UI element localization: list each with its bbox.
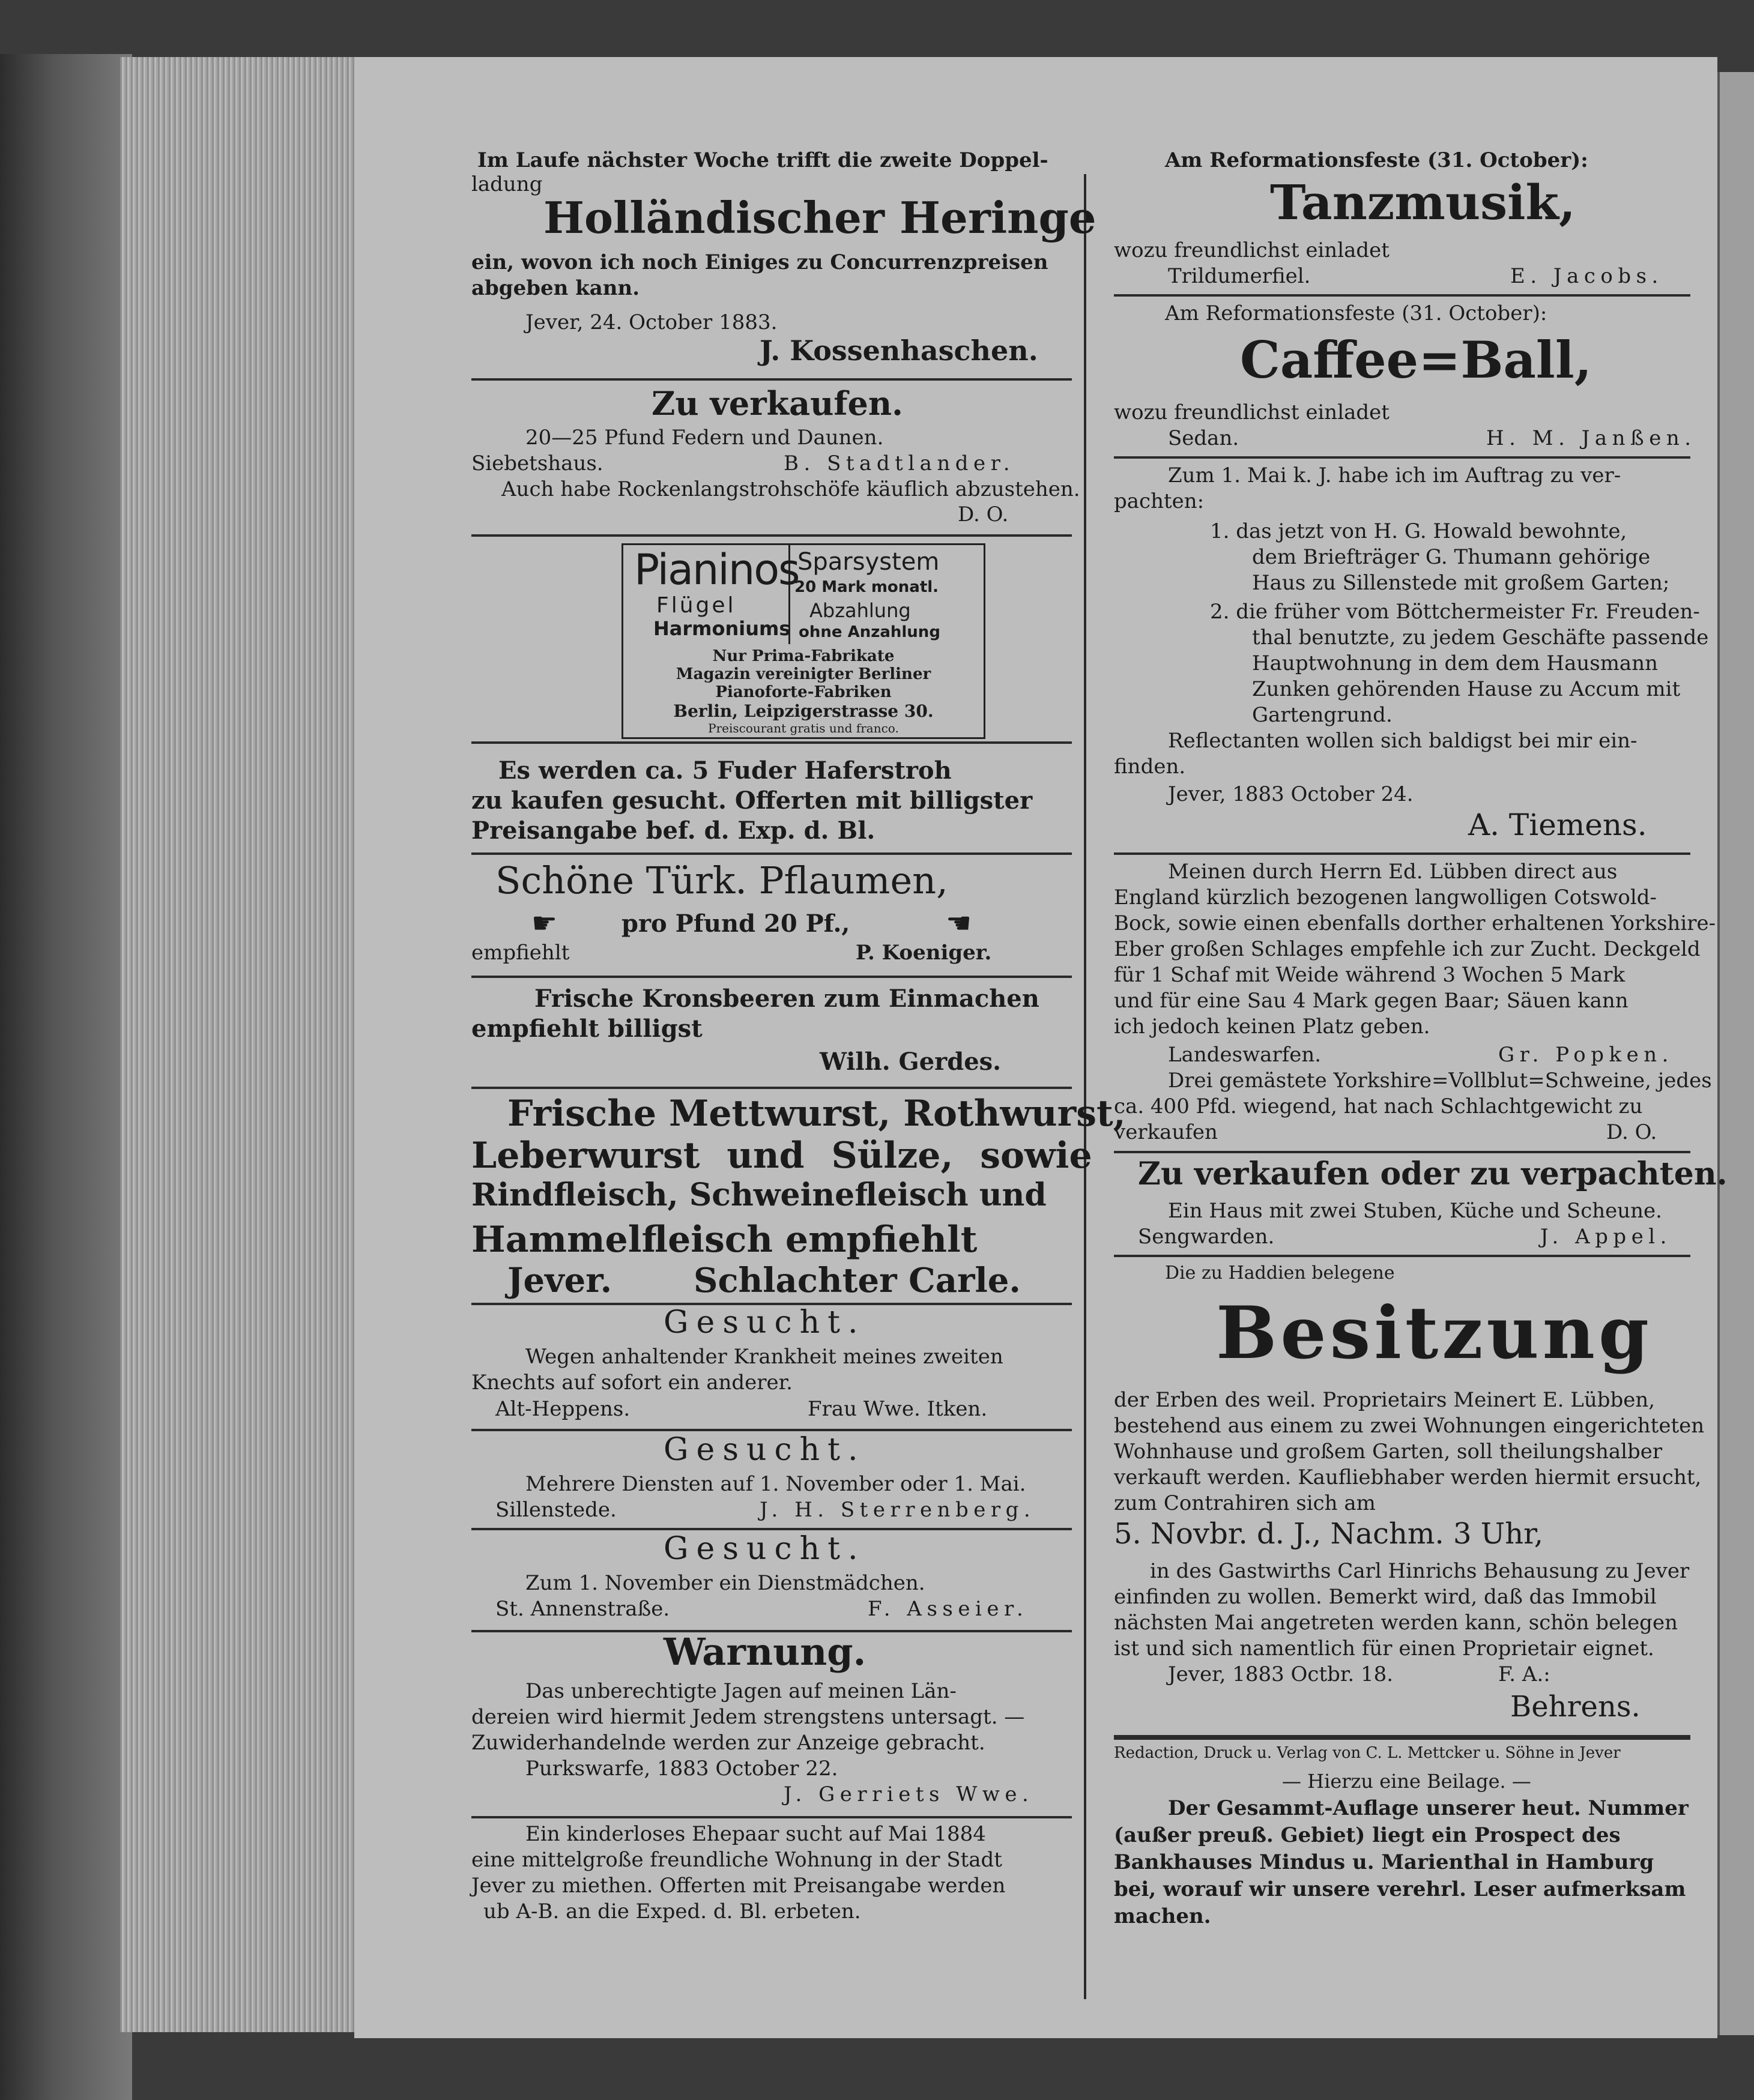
- signature: Wilh. Gerdes.: [820, 1048, 1002, 1076]
- signature: Gr. Popken.: [1498, 1043, 1674, 1067]
- text-line: ein, wovon ich noch Einiges zu Concurrenzpreisen: [471, 250, 1048, 274]
- text-line: 20—25 Pfund Federn und Daunen.: [525, 426, 884, 450]
- text-line: Drei gemästete Yorkshire=Vollblut=Schweine, jedes: [1168, 1069, 1712, 1093]
- signature: F. Asseier.: [868, 1597, 1029, 1621]
- ad-title: Warnung.: [664, 1630, 866, 1674]
- piano-fluegel: Flügel: [656, 593, 736, 618]
- text-line: eine mittelgroße freundliche Wohnung in der Stadt: [471, 1848, 1002, 1872]
- text-line: Wohnhause und großem Garten, soll theilungshalber: [1114, 1440, 1663, 1464]
- piano-line: Pianoforte-Fabriken: [715, 683, 892, 701]
- text-line: Knechts auf sofort ein anderer.: [471, 1371, 793, 1395]
- place: Siebetshaus.: [471, 451, 603, 475]
- text-line: (außer preuß. Gebiet) liegt ein Prospect des: [1114, 1823, 1621, 1847]
- ad-title: Gesucht.: [664, 1531, 866, 1567]
- place: Jever.: [507, 1261, 612, 1300]
- text-line: dereien wird hiermit Jedem strengstens untersagt. —: [471, 1705, 1025, 1729]
- text-line: nächsten Mai angetreten werden kann, schön belegen: [1114, 1611, 1678, 1635]
- text-line: Zuwiderhandelnde werden zur Anzeige gebracht.: [471, 1731, 985, 1755]
- text-line: empfiehlt billigst: [471, 1015, 703, 1043]
- piano-left-box: [623, 545, 799, 644]
- signature: Frau Wwe. Itken.: [808, 1397, 988, 1421]
- text-line: Der Gesammt-Auflage unserer heut. Nummer: [1168, 1796, 1689, 1820]
- rule: [1114, 1151, 1690, 1153]
- piano-line: Magazin vereinigter Berliner: [676, 665, 931, 683]
- signature: P. Koeniger.: [856, 941, 992, 965]
- next-page-edge: [1717, 72, 1754, 2035]
- text-line: F. A.:: [1498, 1662, 1550, 1686]
- list-item: Haus zu Sillenstede mit großem Garten;: [1252, 571, 1670, 595]
- text-line: Das unberechtigte Jagen auf meinen Län-: [525, 1679, 957, 1703]
- text-line: Die zu Haddien belegene: [1165, 1263, 1395, 1284]
- place: Trildumerfiel.: [1168, 264, 1311, 288]
- text-line: Reflectanten wollen sich baldigst bei mir ein-: [1168, 729, 1638, 753]
- rule: [471, 378, 1072, 381]
- text-line: Ein Haus mit zwei Stuben, Küche und Scheune.: [1168, 1199, 1662, 1223]
- ad-title: Tanzmusik,: [1270, 174, 1576, 231]
- signature: J. Kossenhaschen.: [760, 334, 1038, 367]
- double-rule: [1114, 1735, 1690, 1740]
- text-line: und für eine Sau 4 Mark gegen Baar; Säuen kann: [1114, 989, 1628, 1013]
- text-line: Zum 1. November ein Dienstmädchen.: [525, 1571, 925, 1595]
- date-line: 5. Novbr. d. J., Nachm. 3 Uhr,: [1114, 1517, 1544, 1551]
- list-item: Hauptwohnung in dem dem Hausmann: [1252, 651, 1658, 675]
- text-line: Mehrere Diensten auf 1. November oder 1. Mai.: [525, 1472, 1026, 1496]
- date-line: Jever, 1883 Octbr. 18.: [1168, 1662, 1394, 1686]
- text-line: Zum 1. Mai k. J. habe ich im Auftrag zu ver-: [1168, 463, 1621, 487]
- text-line: Hammelfleisch empfiehlt: [471, 1219, 978, 1261]
- book-gutter: [0, 54, 132, 2100]
- signature: Behrens.: [1510, 1690, 1641, 1724]
- text-line: Bock, sowie einen ebenfalls dorther erhaltenen Yorkshire-: [1114, 911, 1716, 935]
- text-line: in des Gastwirths Carl Hinrichs Behausung zu Jever: [1150, 1559, 1690, 1583]
- piano-line: Berlin, Leipzigerstrasse 30.: [673, 701, 934, 721]
- ad-pianos: [621, 543, 985, 739]
- text-line: Frische Mettwurst, Rothwurst,: [507, 1093, 1126, 1135]
- piano-harmoniums: Harmoniums: [653, 617, 791, 640]
- text-line: Auch habe Rockenlangstrohschöfe käuflich abzustehen.: [501, 477, 1080, 501]
- place: Sedan.: [1168, 426, 1239, 450]
- text-line: Preisangabe bef. d. Exp. d. Bl.: [471, 816, 875, 845]
- page-edges: [120, 57, 360, 2032]
- text-line: Eber großen Schlages empfehle ich zur Zucht. Deckgeld: [1114, 937, 1701, 961]
- rule: [471, 534, 1072, 537]
- rule: [1114, 1255, 1690, 1257]
- text-line: zum Contrahiren sich am: [1114, 1491, 1376, 1515]
- place: Sengwarden.: [1138, 1225, 1275, 1249]
- signature: D. O.: [1606, 1120, 1657, 1144]
- list-item: 2. die früher vom Böttchermeister Fr. Freuden-: [1210, 600, 1700, 624]
- piano-line: Preiscourant gratis und franco.: [708, 721, 899, 735]
- list-item: 1. das jetzt von H. G. Howald bewohnte,: [1210, 519, 1627, 543]
- text-line: bestehend aus einem zu zwei Wohnungen eingerichteten: [1114, 1414, 1705, 1438]
- piano-title: Pianinos: [634, 545, 799, 594]
- price: pro Pfund 20 Pf.,: [621, 910, 850, 938]
- signature: B. Stadtlander.: [784, 451, 1015, 475]
- rule: [1114, 852, 1690, 855]
- list-item: Gartengrund.: [1252, 703, 1393, 727]
- newspaper-page: [354, 57, 1728, 2038]
- signature: E. Jacobs.: [1510, 264, 1663, 288]
- ad-title: Besitzung: [1216, 1291, 1653, 1375]
- date-line: Purkswarfe, 1883 October 22.: [525, 1757, 838, 1781]
- ad-title: Gesucht.: [664, 1432, 866, 1468]
- list-item: thal benutzte, zu jedem Geschäfte passende: [1252, 626, 1709, 650]
- imprint: Redaction, Druck u. Verlag von C. L. Mettcker u. Söhne in Jever: [1114, 1744, 1621, 1762]
- column-divider: [1084, 174, 1086, 1999]
- rule: [1114, 456, 1690, 459]
- text-line: wozu freundlichst einladet: [1114, 400, 1390, 424]
- piano-ohne: ohne Anzahlung: [799, 623, 940, 641]
- text-line: Es werden ca. 5 Fuder Haferstroh: [498, 756, 952, 785]
- text-line: Frische Kronsbeeren zum Einmachen: [534, 985, 1039, 1013]
- pointing-hand-right-icon: ☛: [531, 907, 558, 940]
- ad-title: Schöne Türk. Pflaumen,: [495, 858, 948, 902]
- signature: Schlachter Carle.: [694, 1261, 1021, 1300]
- piano-abzahlung: Abzahlung: [809, 599, 911, 622]
- text-line: Leberwurst und Sülze, sowie: [471, 1135, 1092, 1177]
- rule: [471, 976, 1072, 978]
- ad-title: Caffee=Ball,: [1240, 330, 1592, 390]
- place: St. Annenstraße.: [495, 1597, 670, 1621]
- text-line: abgeben kann.: [471, 276, 640, 300]
- text-line: wozu freundlichst einladet: [1114, 238, 1390, 262]
- piano-spar: Sparsystem: [797, 548, 940, 576]
- text-line: verkauft werden. Kaufliebhaber werden hiermit ersucht,: [1114, 1465, 1702, 1489]
- list-item: dem Briefträger G. Thumann gehörige: [1252, 545, 1651, 569]
- rule: [471, 1087, 1072, 1089]
- signature: J. H. Sterrenberg.: [760, 1498, 1036, 1522]
- text-line: der Erben des weil. Proprietairs Meinert E. Lübben,: [1114, 1388, 1656, 1412]
- ad-title: Holländischer Heringe: [543, 192, 1096, 243]
- text-line: ladung: [471, 172, 543, 196]
- text-line: Ein kinderloses Ehepaar sucht auf Mai 1884: [525, 1822, 986, 1846]
- text-line: England kürzlich bezogenen langwolligen Cotswold-: [1114, 886, 1657, 910]
- signature: D. O.: [958, 502, 1009, 527]
- signature: J. Appel.: [1540, 1225, 1672, 1249]
- date-line: Jever, 1883 October 24.: [1168, 782, 1414, 806]
- signature: J. Gerriets Wwe.: [784, 1782, 1034, 1806]
- rule: [471, 741, 1072, 744]
- text-line: Bankhauses Mindus u. Marienthal in Hamburg: [1114, 1850, 1654, 1874]
- rule: [471, 852, 1072, 855]
- rule: [471, 1528, 1072, 1530]
- list-item: Zunken gehörenden Hause zu Accum mit: [1252, 677, 1681, 701]
- text-line: Jever zu miethen. Offerten mit Preisangabe werden: [471, 1874, 1006, 1898]
- text-line: — Hierzu eine Beilage. —: [1282, 1770, 1531, 1793]
- text-line: bei, worauf wir unsere verehrl. Leser aufmerksam: [1114, 1877, 1686, 1901]
- text-line: empfiehlt: [471, 941, 570, 965]
- ad-title: Zu verkaufen.: [652, 384, 903, 423]
- text-line: Im Laufe nächster Woche trifft die zweite Doppel-: [477, 148, 1048, 172]
- piano-line: Nur Prima-Fabrikate: [712, 647, 895, 665]
- text-line: zu kaufen gesucht. Offerten mit billigster: [471, 786, 1033, 815]
- text-line: verkaufen: [1114, 1120, 1218, 1144]
- text-line: machen.: [1114, 1904, 1211, 1928]
- date-line: Jever, 24. October 1883.: [525, 310, 778, 334]
- pointing-hand-left-icon: ☚: [946, 907, 972, 940]
- place: Landeswarfen.: [1168, 1043, 1322, 1067]
- text-line: ub A-B. an die Exped. d. Bl. erbeten.: [483, 1899, 861, 1923]
- text-line: Am Reformationsfeste (31. October):: [1165, 301, 1547, 325]
- rule: [1114, 294, 1690, 297]
- ad-title: Gesucht.: [664, 1305, 866, 1341]
- place: Sillenstede.: [495, 1498, 617, 1522]
- text-line: Meinen durch Herrn Ed. Lübben direct aus: [1168, 860, 1618, 884]
- text-line: Wegen anhaltender Krankheit meines zweiten: [525, 1345, 1003, 1369]
- text-line: ca. 400 Pfd. wiegend, hat nach Schlachtgewicht zu: [1114, 1094, 1643, 1118]
- text-line: ich jedoch keinen Platz geben.: [1114, 1015, 1430, 1039]
- text-line: Rindfleisch, Schweinefleisch und: [471, 1177, 1047, 1213]
- place: Alt-Heppens.: [495, 1397, 631, 1421]
- ad-title: Zu verkaufen oder zu verpachten.: [1138, 1156, 1728, 1192]
- signature: H. M. Janßen.: [1486, 426, 1696, 450]
- text-line: Am Reformationsfeste (31. October):: [1165, 148, 1588, 172]
- text-line: finden.: [1114, 755, 1186, 779]
- piano-mark: 20 Mark monatl.: [794, 578, 939, 596]
- rule: [471, 1429, 1072, 1431]
- text-line: ist und sich namentlich für einen Proprietair eignet.: [1114, 1637, 1654, 1661]
- text-line: einfinden zu wollen. Bemerkt wird, daß das Immobil: [1114, 1585, 1657, 1609]
- signature: A. Tiemens.: [1468, 807, 1647, 842]
- text-line: pachten:: [1114, 489, 1205, 513]
- text-line: für 1 Schaf mit Weide während 3 Wochen 5 Mark: [1114, 963, 1625, 987]
- rule: [471, 1816, 1072, 1818]
